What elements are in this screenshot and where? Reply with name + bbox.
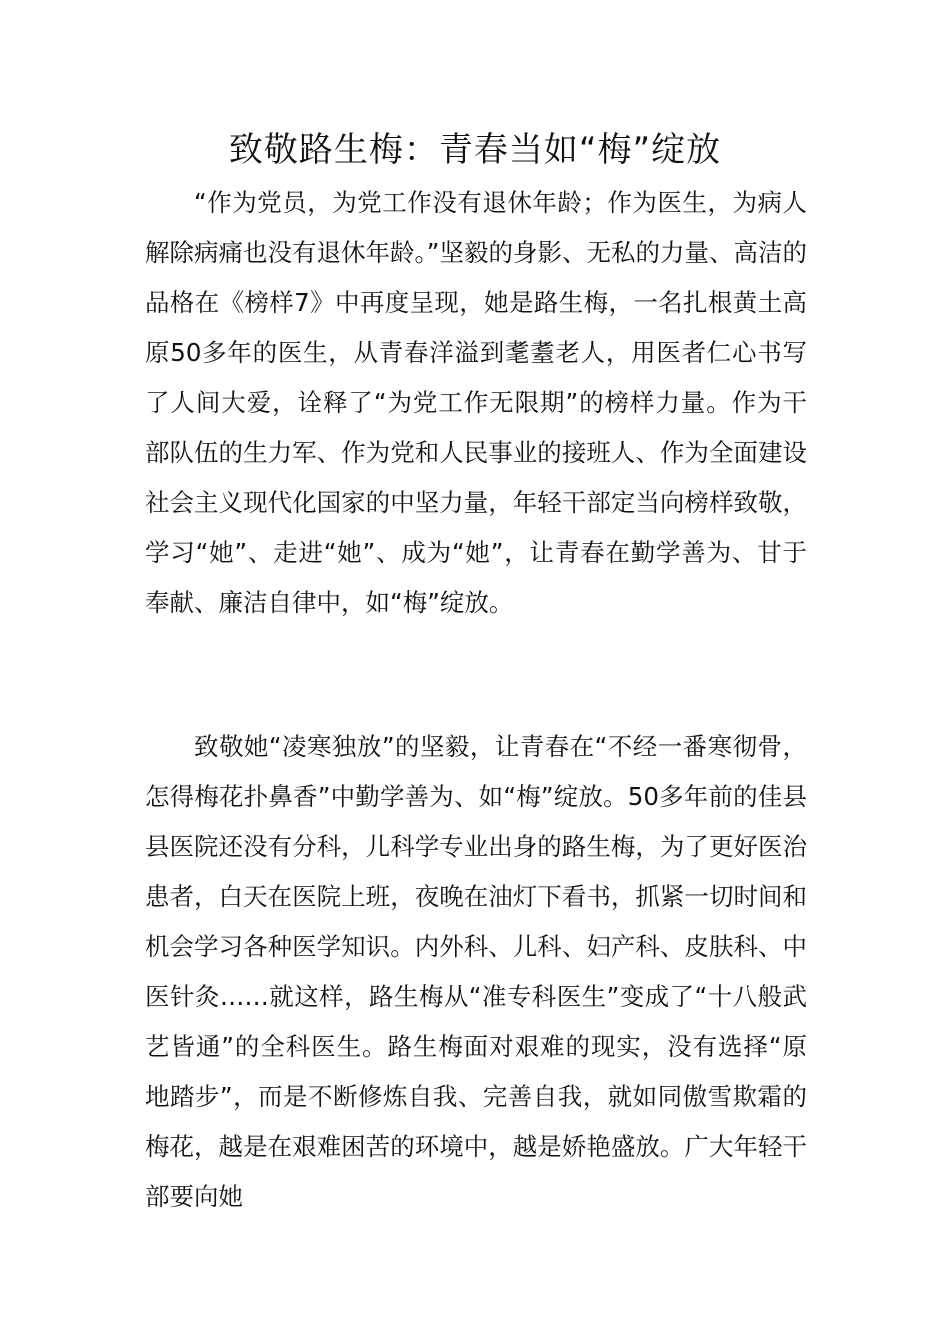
paragraph-2: 致敬她“凌寒独放”的坚毅，让青春在“不经一番寒彻骨，怎得梅花扑鼻香”中勤学善为、如“梅”绽放。50多年前的佳县县医院还没有分科，儿科学专业出身的路生梅，为了更好医治患者，白天在医院上班，夜晚在油灯下看书，抓紧一切时间和机会学习各种医学知识。内外科、儿科、妇产科、皮肤科、中医针灸……就这样，路生梅从“准专科医生”变成了“十八般武艺皆通”的全科医生。路生梅面对艰难的现实，没有选择“原地踏步”，而是不断修炼自我、完善自我，就如同傲雪欺霜的梅花，越是在艰难困苦的环境中，越是娇艳盛放。广大年轻干部要向她 bbox=[145, 732, 807, 1211]
document-title: 致敬路生梅：青春当如“梅”绽放 bbox=[228, 130, 722, 170]
paragraph-1: “作为党员，为党工作没有退休年龄；作为医生，为病人解除病痛也没有退休年龄。”坚毅的身影、无私的力量、高洁的品格在《榜样7》中再度呈现，她是路生梅，一名扎根黄土高原50多年的医生，从青春洋溢到耄耋老人，用医者仁心书写了人间大爱，诠释了“为党工作无限期”的榜样力量。作为干部队伍的生力军、作为党和人民事业的接班人、作为全面建设社会主义现代化国家的中坚力量，年轻干部定当向榜样致敬，学习“她”、走进“她”、成为“她”，让青春在勤学善为、甘于奉献、廉洁自律中，如“梅”绽放。 bbox=[145, 188, 807, 617]
